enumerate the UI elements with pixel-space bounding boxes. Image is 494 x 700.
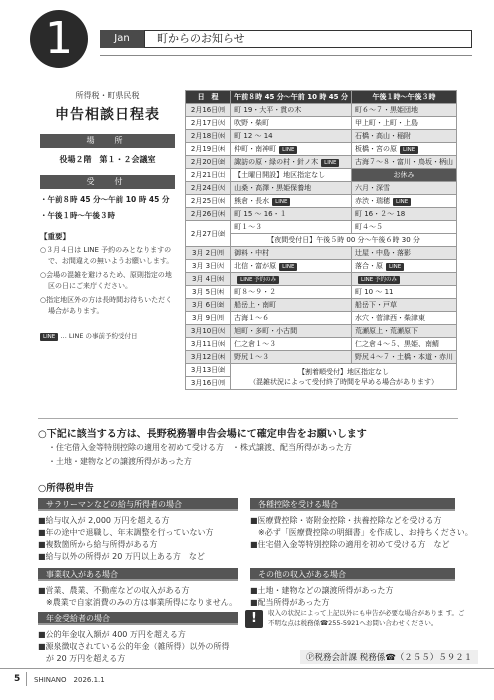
table-row [186,247,457,260]
table-row [186,156,457,169]
cell-text: 3月11日㈬ [190,340,226,348]
pm-cell [352,195,457,208]
category-item: ■公的年金収入額が 400 万円を超える方 [38,630,186,639]
section-title: ○所得税申告 [38,483,94,494]
cell-text: 山桑・高澤・黒姫保養地 [234,184,312,192]
cell-text: 3月10日㈫ [190,327,226,335]
cell-text: 3月 3日㈫ [192,262,225,270]
date-cell [186,130,231,143]
cell-text: 六月・深雪 [355,184,390,192]
cell-text: 辻屋・中島・落影 [355,249,411,257]
cell-text: 仁之倉１〜３ [234,340,277,348]
am-cell [231,273,352,286]
table-row [186,143,457,156]
cell-text: 熊倉・長水 [234,197,270,205]
cell-text: 吹野・柴町 [234,119,270,127]
date-cell [186,247,231,260]
reception-label: 受 付 [40,175,175,189]
table-row [186,182,457,195]
am-cell [231,104,352,117]
cell-text: 【夜間受付日】午後５時 00 分〜午後６時 30 分 [267,236,420,244]
evening-cell [231,234,457,247]
pm-cell [352,130,457,143]
cell-text: 赤渋・瑞穂 [355,197,390,205]
am-cell [231,117,352,130]
last-note: （混雑状況によって受付終了時間を早める場合があります） [249,377,439,386]
cell-text: 船岳上・南町 [234,301,277,309]
cell-text: 2月24日㈫ [190,184,226,192]
left-panel [40,90,175,341]
date-cell [186,364,231,377]
cell-text: お休み [393,171,415,179]
cell-text: 野尻４〜７・土橋・本道・赤川 [355,353,453,361]
table-row [186,130,457,143]
pm-cell [352,169,457,182]
notice-item: ・住宅借入金等特別控除の適用を初めて受ける方 ・株式譲渡、配当所得があった方 [48,443,352,452]
category-header: その他の収入がある場合 [250,568,455,581]
am-cell [231,325,352,338]
cell-text: 町 15 〜 16・１ [234,210,287,218]
pm-cell [352,312,457,325]
cell-text: 2月19日㈭ [190,145,226,153]
category-item: ※農業で自家消費のみの方は事業所得になりません。 [38,598,238,607]
am-cell [231,208,352,221]
am-cell [231,156,352,169]
category-header: 年金受給者の場合 [38,612,238,625]
table-row [186,273,457,286]
col-header: 午後１時〜午後３時 [352,91,457,104]
magazine-issue: SHINANO 2026.1.1 [34,676,105,684]
date-cell [186,208,231,221]
pm-cell [352,221,457,234]
table-row [186,195,457,208]
cell-text: 3月16日㈪ [190,379,226,387]
warning-text: 収入の状況によって上記以外にも申告が必要な場合がありま す。ご不明な点は税務係☎255-5921へお問い合わせください。 [268,609,465,627]
pm-cell [352,286,457,299]
table-row [186,104,457,117]
category-item: ※必ず「医療費控除の明細書」を作成し、お持ちください。 [250,528,473,537]
cell-text: 古海７〜８・富川・鳥坂・柄山 [355,158,453,166]
category-item: ■給与収入が 2,000 万円を超える方 [38,516,170,525]
am-cell [231,286,352,299]
cell-text: 御料・中村 [234,249,270,257]
table-row [186,169,457,182]
cell-text: 船岳下・戸草 [355,301,397,309]
cell-text: 町 12 〜 14 [234,132,273,140]
am-cell [231,169,352,182]
line-badge: LINE 予約のみ [358,276,400,284]
table-row [186,325,457,338]
cell-text: 町 10 〜 11 [355,288,394,296]
table-row [186,299,457,312]
pm-cell [352,208,457,221]
line-badge: LINE [400,146,418,154]
pm-cell [352,247,457,260]
category-item: ■年の途中で退職し、年末調整を行っていない方 [38,528,214,537]
category-header: サラリーマンなどの給与所得者の場合 [38,498,238,511]
header-title: 町からのお知らせ [144,30,472,48]
reception-time-pm: ・午後１時〜午後３時 [40,211,115,220]
pm-cell [352,351,457,364]
am-cell [231,221,352,234]
date-cell [186,143,231,156]
am-cell [231,338,352,351]
line-badge: LINE [386,263,404,271]
cell-text: 2月26日㈭ [190,210,226,218]
cell-text: 2月25日㈬ [190,197,226,205]
cell-text: 諏訪の原・緑の村・針ノ木 [234,158,319,166]
date-cell [186,156,231,169]
pm-cell [352,260,457,273]
table-row [186,286,457,299]
date-cell [186,286,231,299]
pm-cell [352,273,457,286]
am-cell [231,195,352,208]
date-cell [186,195,231,208]
panel-subtitle: 所得税・町県民税 [75,91,140,100]
cell-text: 3月 4日㈬ [192,275,225,283]
line-badge: LINE [40,333,58,341]
am-cell [231,130,352,143]
schedule-table [185,90,457,390]
am-cell [231,312,352,325]
pm-cell [352,182,457,195]
cell-text: 北信・富が原 [234,262,277,270]
cell-text: 町８〜９・２ [234,288,277,296]
reception-time-am: ・午前８時 45 分〜午前 10 時 45 分 [40,195,170,204]
cell-text: 2月27日㈮ [190,229,226,238]
notice-item: ・土地・建物などの譲渡所得があった方 [48,457,192,466]
notice-title: ○下記に該当する方は、長野税務署申告会場にて確定申告をお願いします [38,429,367,440]
date-cell [186,260,231,273]
table-row [186,312,457,325]
am-cell [231,182,352,195]
header-divider [100,55,472,56]
cell-text: 3月12日㈭ [190,353,226,361]
cell-text: 2月18日㈬ [190,132,226,140]
date-cell [186,104,231,117]
cell-text: 仁之倉４〜５、黒姫、南鯖 [355,340,439,348]
footer-divider [0,668,494,669]
table-row [186,221,457,234]
cell-text: 古海１〜６ [234,314,270,322]
date-cell [186,221,231,247]
cell-text: 旭町・多町・小古間 [234,327,298,335]
cell-text: 2月20日㈮ [190,158,226,166]
pm-cell [352,143,457,156]
pm-cell [352,117,457,130]
category-header: 各種控除を受ける場合 [250,498,455,511]
cell-text: 町 19・大平・貫の木 [234,106,302,114]
legend-text: … LINE の事前予約受付日 [60,332,138,340]
page-number: 5 [14,674,21,684]
last-cell [231,364,457,390]
footer-separator [26,672,27,686]
table-row [186,338,457,351]
line-badge: LINE [272,198,290,206]
important-heading: 【重要】 [40,232,70,241]
cell-text: 仲町・南神町 [234,145,277,153]
note-item: ○指定地区外の方は長時間お待ちいただく場合があります。 [40,296,173,315]
cell-text: 落合・原 [355,262,383,270]
panel-title: 申告相談日程表 [55,107,160,123]
am-cell [231,143,352,156]
header-month: Jan [114,33,130,44]
cell-text: 町１〜３ [234,223,263,231]
note-item: ○３月４日は LINE 予約のみとなりますので、お間違えの無いようお願いします。 [40,246,174,265]
note-item: ○会場の混雑を避けるため、原則指定の地区の日にご来庁ください。 [40,271,172,290]
am-cell [231,351,352,364]
table-row [186,364,457,377]
cell-text: 板橋・宮の原 [355,145,397,153]
category-item: ■土地・建物などの譲渡所得があった方 [250,586,394,595]
line-badge: LINE [321,159,339,167]
place-text: 役場２階 第１・２会議室 [59,155,156,164]
category-item: ■源泉徴収されている公的年金（雑所得）以外の所得 [38,642,230,651]
cell-text: 2月17日㈫ [190,119,226,127]
cell-text: 3月 9日㈪ [192,314,225,322]
date-cell [186,117,231,130]
cell-text: 3月 5日㈭ [192,288,225,296]
section-number: 1 [30,10,88,68]
category-item: ■住宅借入金等特別控除の適用を初めて受ける方 など [250,540,450,549]
pm-cell [352,299,457,312]
warning-icon: ! [245,610,263,628]
date-cell [186,169,231,182]
date-cell [186,299,231,312]
pm-cell [352,325,457,338]
pm-cell [352,156,457,169]
date-cell [186,312,231,325]
am-cell [231,299,352,312]
cell-text: 3月13日㈮ [190,366,226,374]
category-item: ■営業、農業、不動産などの収入がある方 [38,586,190,595]
category-item: ■医療費控除・寄附金控除・扶養控除などを受ける方 [250,516,442,525]
place-label: 場 所 [40,134,175,148]
table-row [186,117,457,130]
date-cell [186,182,231,195]
cell-text: 3月 6日㈮ [192,301,225,309]
table-row [186,351,457,364]
cell-text: 町４〜５ [355,223,383,231]
cell-text: 荒瀬原上・荒瀬原下 [355,327,418,335]
category-item: ■配当所得があった方 [250,598,330,607]
cell-text: 甲上町・上町・上島 [355,119,418,127]
last-text: 【割着順受付】地区指定なし [298,367,390,376]
category-item: ■複数箇所から給与所得がある方 [38,540,158,549]
legend [40,331,175,341]
cell-text: 水穴・菅津西・柴津東 [355,314,425,322]
cell-text: 石橋・高山・稲附 [355,132,411,140]
date-cell [186,338,231,351]
table-row [186,260,457,273]
line-badge: LINE [279,146,297,154]
category-item: が 20 万円を超える方 [38,654,126,663]
cell-text: 2月21日㈯ [190,171,226,179]
date-cell [186,351,231,364]
line-badge: LINE 予約のみ [237,276,279,284]
am-cell [231,247,352,260]
cell-text: 3月 2日㈪ [192,249,225,257]
pm-cell [352,104,457,117]
am-cell [231,260,352,273]
contact-info: Ⓟ税務会計課 税務係☎（２５５）５９２１ [300,650,478,664]
category-item: ■給与以外の所得が 20 万円以上ある方 など [38,552,205,561]
cell-text: 【土曜日開設】地区指定なし [234,171,326,179]
line-badge: LINE [393,198,411,206]
date-cell [186,273,231,286]
cell-text: 町６〜７・黒姫団地 [355,106,418,114]
col-header: 午前８時 45 分〜午前 10 時 45 分 [231,91,352,104]
pm-cell [352,338,457,351]
divider [38,418,458,419]
date-cell [186,325,231,338]
cell-text: 2月16日㈪ [190,106,226,114]
cell-text: 町 16・２〜 18 [355,210,406,218]
cell-text: 野尻１〜３ [234,353,270,361]
line-badge: LINE [279,263,297,271]
col-header: 日 程 [186,91,231,104]
table-row [186,208,457,221]
date-cell [186,377,231,390]
category-header: 事業収入がある場合 [38,568,238,581]
